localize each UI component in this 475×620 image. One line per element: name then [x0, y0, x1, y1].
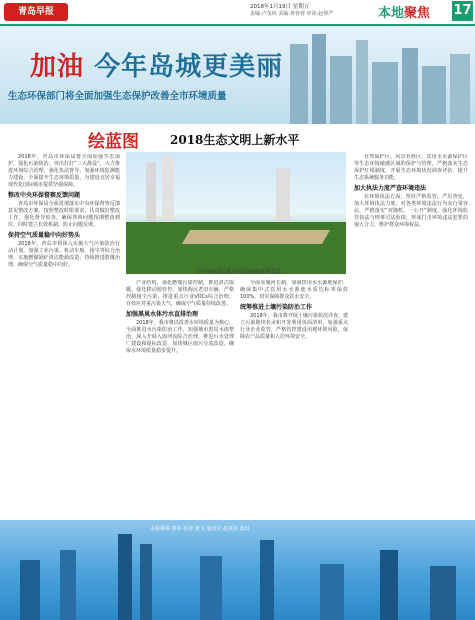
skyline-building — [402, 48, 418, 124]
skyline-building — [380, 550, 398, 620]
sub-headline: 生态环保部门将全面加强生态保护改善全市环境质量 — [8, 91, 227, 102]
skyline-building — [118, 534, 132, 620]
feature-title: 2018生态文明上新水平 — [170, 133, 300, 147]
skyline-building — [260, 540, 274, 620]
headline-text: 今年岛城更美丽 — [94, 52, 284, 82]
section-highlight: 聚焦 — [404, 6, 431, 21]
skyline-building — [330, 56, 352, 124]
skyline-building — [320, 564, 344, 620]
main-headline — [30, 46, 283, 83]
photo-path — [182, 230, 330, 244]
skyline-building — [60, 550, 76, 620]
paragraph: 全面实施河长制，加强饮用水水源地保护，确保集中式饮用水水源地水质达标率保持100%，切实保障群众饮水安全。 — [240, 280, 348, 300]
paragraph: 2018年，青岛市将深入实施大气污染防治行动计划，加强工业污染、机动车船、扬尘等综合治理，实施燃煤锅炉清洁能源改造，持续推进散煤治理，确保空气质量稳中向好。 — [8, 241, 120, 268]
skyline-building — [430, 566, 456, 620]
skyline-building — [312, 34, 326, 124]
photo-credit: 本版撰稿 摄影 杜涛 窦飞 通讯员 赵真周 蓝田 — [150, 526, 250, 532]
photo-building — [276, 168, 290, 222]
section-subtitle: 整改中央环保督察反馈问题 — [8, 192, 81, 199]
section-title — [378, 2, 430, 21]
skyline-building — [20, 560, 40, 620]
editor-credits: 责编:卢茂林 美编:黄蓉蓉 审读:赵仰严 — [250, 11, 334, 17]
headline-highlight: 加油 — [30, 52, 85, 82]
paragraph: 2018年，我市将以改善水环境质量为核心，全面推进水污染防治工作，加强城市黑臭水体整治，深入开展入海河流综合治理，推进污水处理厂建设和提标改造，加快城区雨污分流改造，确保水环境质量稳步提升。 — [126, 320, 234, 354]
paragraph: 2018年，青岛市环保局将全面加强生态保护，强化污染防治，突出打好“三大战役”，大力推进环境综合治理，强化执法督导，加强环境监测能力建设，全面提升生态环境质量，为建设宜居幸福现代化国际城市提供坚强保障。 — [8, 154, 120, 188]
article-column-2 — [126, 280, 234, 515]
section-label: 本地 — [378, 6, 405, 21]
section-subtitle: 统筹推进土壤污染防治工作 — [240, 304, 313, 311]
skyline-building — [356, 40, 368, 124]
paragraph: 自然保护区、风景名胜区、饮用水水源保护区等生态环境敏感区域的保护与管理，严格落实生态保护红线制度，开展生态环境状况调查评估，提升生态系统服务功能。 — [354, 154, 468, 181]
section-subtitle: 保持空气质量稳中向好势头 — [8, 232, 81, 239]
river-park-photo — [126, 152, 346, 274]
photo-building — [162, 156, 174, 222]
section-subtitle: 加大执法力度严查环境违法 — [354, 185, 427, 192]
section-subtitle: 加强黑臭水体污水直排治理 — [126, 311, 199, 318]
article-column-3 — [240, 280, 348, 515]
skyline-building — [450, 54, 470, 124]
newspaper-logo: 青岛早报 — [4, 3, 68, 21]
issue-date: 2018年1月19日 星期五 — [250, 4, 310, 10]
photo-building — [146, 162, 156, 222]
article-column-1 — [8, 154, 120, 514]
skyline-building — [372, 62, 398, 124]
paragraph: 2018年，我市将开展土壤污染状况详查，建立污染地块名录和开发利用负面清单，加强重点行业企业监管，严格管控建设用地环境风险，保障农产品质量和人居环境安全。 — [240, 313, 348, 340]
article-column-4 — [354, 154, 468, 514]
skyline-building — [200, 556, 222, 620]
page-number: 17 — [452, 1, 473, 21]
bottom-skyline-photo — [0, 520, 475, 620]
feature-tag: 绘蓝图 — [88, 132, 139, 152]
paragraph: 产业结构，强化燃煤污染控制，推进清洁取暖。强化移动源管控，加快淘汰老旧车辆，严格控制扬尘污染，推进重点行业VOCs综合治理，有效应对重污染天气，确保空气质量持续改善。 — [126, 280, 234, 307]
paragraph: 青岛市环保局全面贯彻落实中央环保督察反馈意见整改方案，按照整改时限要求，认真做好整改工作，强化督导检查，确保各项问题按期整改到位，同时建立长效机制，防止问题反弹。 — [8, 201, 120, 228]
skyline-building — [422, 66, 446, 124]
paragraph: 在环境执法方面，坚持严格监管、严厉查处，加大环境执法力度，对各类环境违法行为实行零容忍，严格落实“双随机、一公开”制度，强化环境监管执法与刑事司法衔接，形成打击环境违法犯罪的强大合力，维护群众环境权益。 — [354, 194, 468, 228]
photo-caption: 李村河改造后成为市民休闲娱乐好去处。 — [196, 269, 287, 275]
skyline-building — [290, 44, 308, 124]
skyline-building — [140, 544, 152, 620]
